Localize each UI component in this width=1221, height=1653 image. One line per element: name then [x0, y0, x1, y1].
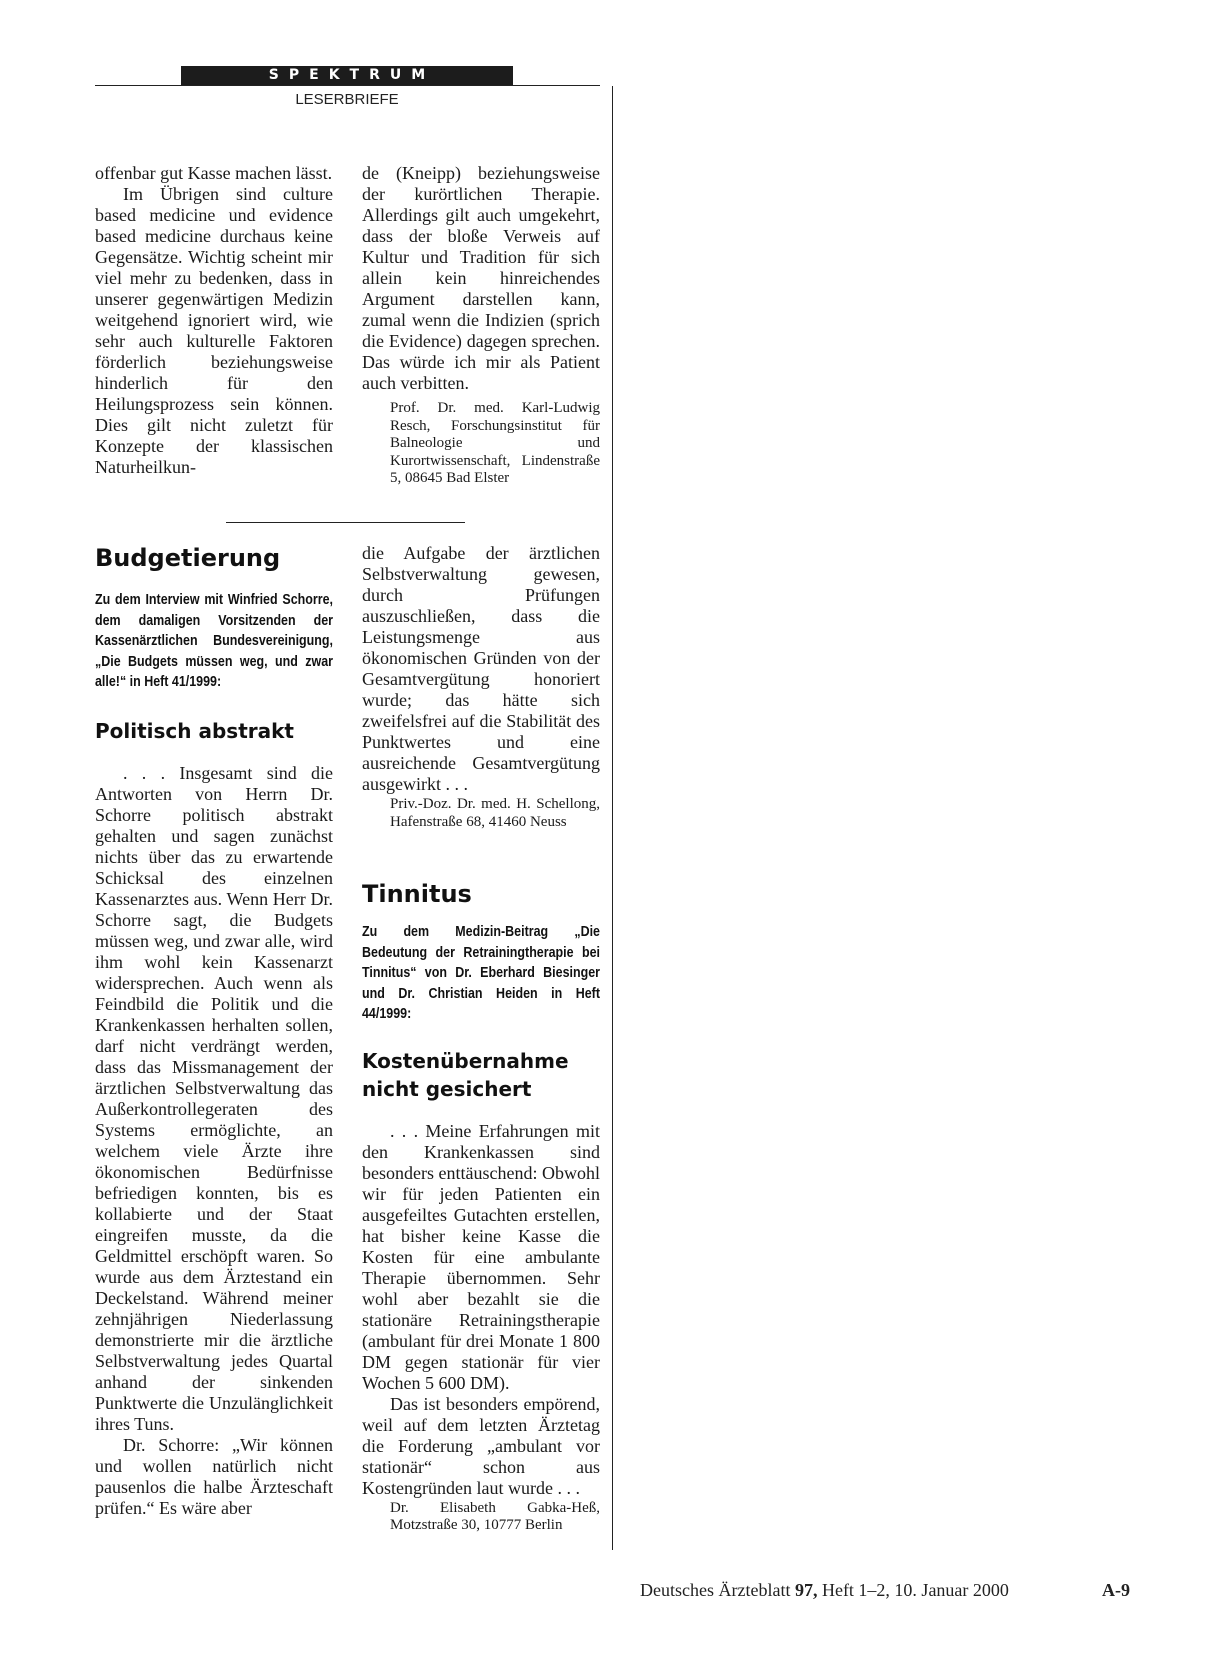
journal-volume: 97, [794, 1580, 818, 1600]
column-rule [612, 86, 613, 1550]
top-left-column [95, 163, 333, 478]
top-right-column [362, 163, 600, 488]
budget-right-column [362, 543, 600, 1535]
topic-intro: Zu dem Interview mit Winfried Schorre, dem damaligen Vorsitzenden der Kassenärztlichen Bundesvereinigung, „Die Budgets müssen weg, und zwar alle!“ in Heft 41/1999: [95, 592, 333, 690]
journal-issue: Heft 1–2, 10. Januar 2000 [821, 1580, 1009, 1600]
page-footer [640, 1580, 1130, 1601]
paragraph: Dr. Schorre: „Wir können und wollen natürlich nicht pausenlos die halbe Ärzteschaft prüfen.“ Es wäre aber [95, 1434, 333, 1518]
budget-left-column [95, 543, 333, 1519]
header-rule [95, 85, 600, 86]
journal-name: Deutsches Ärzteblatt [640, 1580, 791, 1600]
letter-signature: Prof. Dr. med. Karl-Ludwig Resch, Forschungsinstitut für Balneologie und Kurortwissenschaft, Lindenstraße 5, 08645 Bad Elster [390, 400, 600, 486]
paragraph: de (Kneipp) beziehungsweise der kurörtlichen Therapie. Allerdings gilt auch umgekehrt, dass der bloße Verweis auf Kultur und Tradition für sich allein kein hinreichendes Argument darstellen kann, zumal wenn die Indizien (sprich die Evidence) dagegen sprechen. Das würde ich mir als Patient auch verbitten. [362, 163, 600, 393]
topic-intro: Zu dem Medizin-Beitrag „Die Bedeutung der Retrainingtherapie bei Tinnitus“ von Dr. Eberhard Biesinger und Dr. Christian Heiden in Heft 44/1999: [362, 924, 600, 1022]
paragraph: Das ist besonders empörend, weil auf dem letzten Ärztetag die Forderung „ambulant vor stationär“ schon aus Kostengründen laut wurde . . . [362, 1393, 600, 1498]
paragraph: Im Übrigen sind culture based medicine und evidence based medicine durchaus keine Gegensätze. Wichtig scheint mir viel mehr zu bedenken, dass in unserer gegenwärtigen Medizin weitgehend ignoriert wird, wie sehr auch kulturelle Faktoren förderlich beziehungsweise hinderlich für den Heilungsprozess sein können. Dies gilt nicht zuletzt für Konzepte der klassischen Naturheilkun- [95, 184, 333, 477]
letter-title: Kostenübernahme nicht gesichert [362, 1048, 569, 1101]
letter-signature: Priv.-Doz. Dr. med. H. Schellong, Hafenstraße 68, 41460 Neuss [390, 796, 600, 830]
letter-signature: Dr. Elisabeth Gabka-Heß, Motzstraße 30, 10777 Berlin [390, 1499, 600, 1533]
section-header: SPEKTRUM [181, 66, 513, 85]
topic-heading: Budgetierung [95, 544, 281, 572]
letter-title: Politisch abstrakt [95, 718, 294, 743]
topic-heading: Tinnitus [362, 880, 472, 908]
article-separator [226, 522, 465, 523]
page-number: A-9 [1102, 1580, 1130, 1600]
paragraph: offenbar gut Kasse machen lässt. [95, 163, 333, 183]
subsection-label: LESERBRIEFE [295, 91, 399, 108]
paragraph: die Aufgabe der ärztlichen Selbstverwaltung gewesen, durch Prüfungen auszuschließen, dass die Leistungsmenge aus ökonomischen Gründen von der Gesamtvergütung honoriert wurde; das hätte sich zweifelsfrei auf die Stabilität des Punktwertes und eine ausreichende Gesamtvergütung ausgewirkt . . . [362, 543, 600, 794]
paragraph: . . . Insgesamt sind die Antworten von Herrn Dr. Schorre politisch abstrakt gehalten und sagen zunächst nichts über das zu erwartende Schicksal des einzelnen Kassenarztes aus. Wenn Herr Dr. Schorre sagt, die Budgets müssen weg, und zwar alle, wird ihm wohl kein Kassenarzt widersprechen. Auch wenn als Feindbild die Politik und die Krankenkassen herhalten sollen, darf nicht verdrängt werden, dass das Missmanagement der ärztlichen Selbstverwaltung das Außerkontrollegeraten des Systems ermöglichte, an welchem viele Ärzte ihre ökonomischen Bedürfnisse befriedigen konnten, bis es kollabierte und der Staat eingreifen musste, da die Geldmittel erschöpft waren. So wurde aus dem Ärztestand ein Deckelstand. Während meiner zehnjährigen Niederlassung demonstrierte mir die ärztliche Selbstverwaltung jedes Quartal anhand der sinkenden Punktwerte die Unzulänglichkeit ihres Tuns. [95, 762, 333, 1434]
paragraph: . . . Meine Erfahrungen mit den Krankenkassen sind besonders enttäuschend: Obwohl wir für jeden Patienten ein ausgefeiltes Gutachten erstellen, hat bisher keine Kasse die Kosten für eine ambulante Therapie übernommen. Sehr wohl aber bezahlt sie die stationäre Retrainingstherapie (ambulant für drei Monate 1 800 DM gegen stationär für vier Wochen 5 600 DM). [362, 1120, 600, 1393]
